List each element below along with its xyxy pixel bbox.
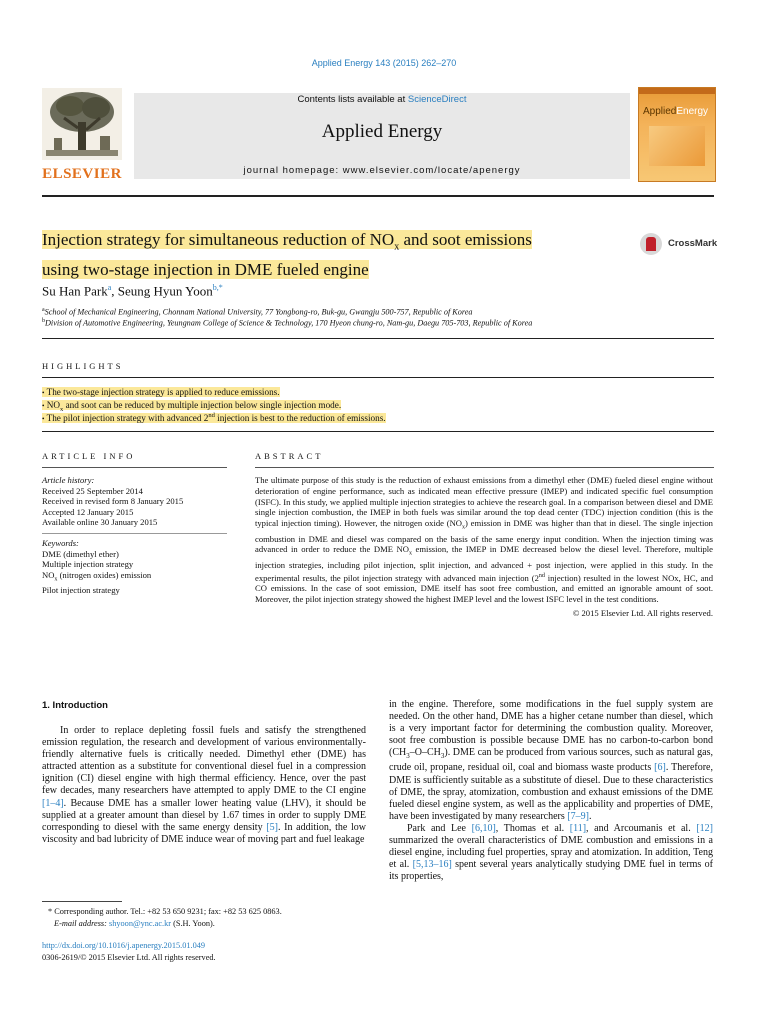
keyword: Pilot injection strategy bbox=[42, 585, 120, 596]
header-rule bbox=[42, 195, 714, 197]
citation-link[interactable]: [11] bbox=[569, 822, 587, 834]
sciencedirect-link[interactable]: ScienceDirect bbox=[407, 94, 467, 105]
section-heading: 1. Introduction bbox=[42, 700, 108, 711]
divider bbox=[42, 377, 714, 378]
author-name: Su Han Park bbox=[42, 283, 108, 299]
author-name: Seung Hyun Yoon bbox=[117, 283, 213, 299]
copyright-notice: © 2015 Elsevier Ltd. All rights reserved. bbox=[572, 607, 713, 618]
author-list: Su Han Park$^a$, Seung Hyun Yoon$^{b,*}$ bbox=[42, 283, 223, 299]
cover-title: AppliedEnergy bbox=[643, 106, 709, 117]
citation-link[interactable]: [7–9] bbox=[567, 810, 589, 822]
citation-link[interactable]: [12] bbox=[696, 822, 713, 834]
journal-homepage[interactable]: journal homepage: www.elsevier.com/locate/apenergy bbox=[243, 165, 521, 176]
abstract-body: The ultimate purpose of this study is the reduction of exhaust emissions from a dimethyl ether (DME) fueled diesel engine without deterioration of engine performance, such as indicated mean effective pressure (IMEP) and indicated specific fuel consumption (ISFC). In this study, we applied multiple injection strategies to achieve the research goal. In a comparison between diesel and DME single injection combustion, the IMEP in both fuels was similar around the top dead center (TDC) injection condition (this is the typical injection timing). However, the nitrogen oxide $(NO_x)$ emission in DME was higher than that in diesel. The single injection combustion in DME and diesel was compared on the basis of the same energy input condition. When the injection timing was advanced in order to reduce the DME $NO_x$ emission, the IMEP in DME decreased below the diesel level. Therefore, multiple injection strategies, including pilot injection, split injection, and advanced + post injection, were applied in this study. In the experimental results, the pilot injection strategy with advanced main injection (2nd injection) resulted in the lowest NOx, HC, and CO emissions. In the case of soot emission, DME itself has soot free combustion, and emitted an ignorable amount of soot. Moreover, the pilot injection strategy showed the highest IMEP level and the lowest ISFC level in the test conditions. © 2015 Elsevier Ltd. All rights reserved. bbox=[255, 475, 713, 618]
divider bbox=[42, 431, 714, 432]
crossmark-badge[interactable]: CrossMark bbox=[640, 233, 718, 255]
journal-cover bbox=[638, 87, 716, 182]
highlight-item: • The two-stage injection strategy is applied to reduce emissions. bbox=[42, 387, 280, 397]
keyword: $NO_x$ (nitrogen oxides) emission bbox=[42, 569, 152, 583]
keyword: DME (dimethyl ether) bbox=[42, 548, 119, 559]
highlight-item: • $NO_x$ and soot can be reduced by multiple injection below single injection mode. bbox=[42, 400, 342, 413]
footnote: * Corresponding author. Tel.: +82 53 650 9231; fax: +82 53 625 0863. E-mail address: shyoon@ync.ac.kr (S.H. Yoon). bbox=[48, 907, 282, 928]
doi-link[interactable]: http://dx.doi.org/10.1016/j.apenergy.2015.01.049 bbox=[42, 941, 206, 950]
abstract-header: ABSTRACT bbox=[255, 451, 324, 461]
citation-link[interactable]: [5] bbox=[266, 821, 278, 833]
body-column-left: In order to replace depleting fossil fuels and satisfy the strengthened emission regulation, the research and development of various environmentally-friendly alternative fuels is critically needed. Dimethyl ether (DME) has attracted attention as a substitute for conventional diesel fuel in a compression ignition (CI) diesel engine with high thermal efficiency. Hence, over the past few decades, many researchers have attempted to apply DME to the CI engine [1–4]. Because DME has a smaller lower heating value (LHV), it should be supplied at a greater amount than diesel by 1.67 times in order to supply DME corresponding to diesel with the same energy density [5]. In addition, the low viscosity and bad lubricity of DME induce wear of moving part and fuel leakage bbox=[42, 725, 367, 845]
citation-link[interactable]: [6,10] bbox=[471, 822, 496, 834]
divider bbox=[42, 338, 714, 339]
elsevier-logo bbox=[42, 88, 122, 180]
footnote-rule bbox=[42, 901, 122, 902]
highlights-header: HIGHLIGHTS bbox=[42, 361, 124, 371]
email-link[interactable]: shyoon@ync.ac.kr bbox=[109, 919, 172, 928]
journal-citation[interactable]: Applied Energy 143 (2015) 262–270 bbox=[311, 58, 457, 68]
affiliation-a: $^a$School of Mechanical Engineering, Chonnam National University, 77 Yongbong-ro, Buk-gu, Gwangju 500-757, Republic of Korea bbox=[42, 307, 473, 317]
keyword: Multiple injection strategy bbox=[42, 559, 134, 570]
publisher-wordmark: ELSEVIER bbox=[42, 166, 122, 182]
doi-block: http://dx.doi.org/10.1016/j.apenergy.2015.01.049 0306-2619/© 2015 Elsevier Ltd. All rights reserved. bbox=[42, 941, 216, 962]
affiliation-b: $^b$Division of Automotive Engineering, Yeungnam College of Science & Technology, 170 Hyeon chung-ro, Nam-gu, Daegu 705-703, Republic of Korea bbox=[42, 318, 533, 328]
highlight-item: • The pilot injection strategy with advanced 2nd injection is best to the reduction of emissions. bbox=[42, 412, 386, 424]
journal-name: Applied Energy bbox=[321, 121, 443, 142]
article-history: Article history: Received 25 September 2014 Received in revised form 8 January 2015 Accepted 12 January 2015 Available online 30 January 2015 Keywords: DME (dimethyl ether) Multiple injection strategy $NO_x$ (nitrogen oxides) emission Pilot injection strategy bbox=[42, 475, 227, 596]
body-column-right: in the engine. Therefore, some modifications in the fuel supply system are needed. On the other hand, DME has a higher cetane number than diesel, which is a very important factor for determining the combustion quality. Moreover, soot free combustion is possible because DME has no carbon-to-carbon bond $(CH_3-O-CH_3)$. DME can be produced from various sources, such as natural gas, crude oil, propane, residual oil, coal and biomass waste products [6]. Therefore, DME is sufficiently suitable as a substitute of diesel. Due to these characteristics of DME, the spray, atomization, combustion and exhaust emissions of the DME fueled diesel engine system, as well as the applicability and properties of DME, have been investigated by many researchers [7–9]. Park and Lee [6,10], Thomas et al. [11], and Arcoumanis et al. [12] summarized the overall characteristics of DME combustion and emissions in a diesel engine, including fuel properties, spray and atomization. In addition, Teng et al. [5,13–16] spent several years analytically studying DME fuel in terms of its properties, bbox=[389, 699, 714, 883]
citation-link[interactable]: [5,13–16] bbox=[412, 859, 452, 871]
article-title: Injection strategy for simultaneous reduction of $NO_x$ and soot emissions using two-stage injection in DME fueled engine bbox=[42, 230, 532, 280]
article-info-header: ARTICLE INFO bbox=[42, 451, 136, 461]
elsevier-tree-icon bbox=[42, 88, 122, 160]
citation-link[interactable]: [1–4] bbox=[42, 797, 64, 809]
journal-banner bbox=[134, 93, 630, 179]
contents-line: Contents lists available at ScienceDirect bbox=[297, 94, 467, 105]
citation-link[interactable]: [6] bbox=[654, 762, 666, 774]
